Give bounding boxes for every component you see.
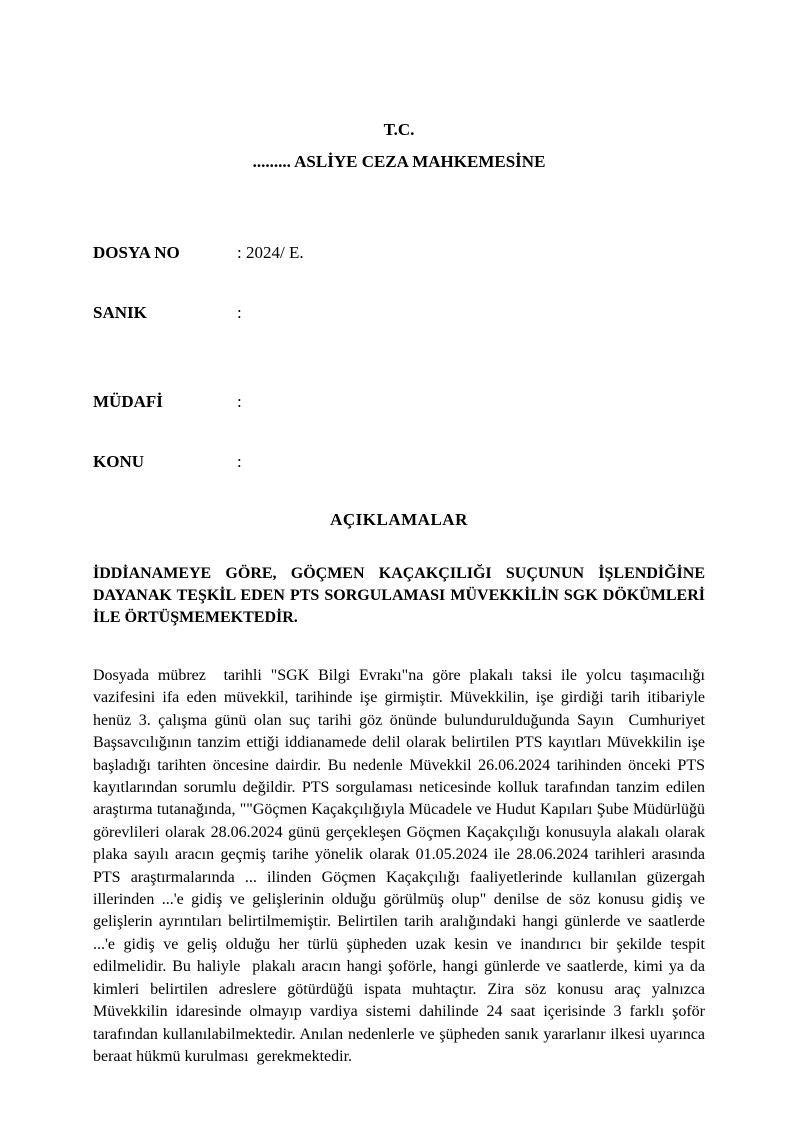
field-row-dosya-no <box>93 243 705 263</box>
republic-header: T.C. <box>383 120 415 139</box>
court-name: ......... ASLİYE CEZA MAHKEMESİNE <box>252 152 546 171</box>
body-paragraph: Dosyada mübrez tarihli "SGK Bilgi Evrakı"na göre plakalı taksi ile yolcu taşımacılığı vazifesini ifa eden müvekkil, tarihinde işe girmiştir. Müvekkilin, işe girdiği tarih itibariyle henüz 3. çalışma günü olan suç tarihi göz önünde bulundurulduğunda Sayın Cumhuriyet Başsavcılığının tanzim ettiği iddianamede delil olarak belirtilen PTS kayıtları Müvekkilin işe başladığı tarihten öncesine dairdir. Bu nedenle Müvekkil 26.06.2024 tarihinden önceki PTS kayıtlarından sorumlu değildir. PTS sorgulaması neticesinde kolluk tarafından tanzim edilen araştırma tutanağında, ""Göçmen Kaçakçılığıyla Mücadele ve Hudut Kapıları Şube Müdürlüğü görevlileri olarak 28.06.2024 günü gerçekleşen Göçmen Kaçakçılığı konusuyla alakalı olarak plaka sayılı aracın geçmiş tarihe yönelik olarak 01.05.2024 ile 28.06.2024 tarihleri arasında PTS araştırmalarında ... ilinden Göçmen Kaçakçılığı faaliyetlerinde kullanılan güzergah illerinden ...'e gidiş ve gelişlerinin olduğu görülmüş olup" denilse de söz konusu gidiş ve gelişlerin ayrıntıları belirtilmemiştir. Belirtilen tarih aralığındaki hangi günlerde ve saatlerde ...'e gidiş ve geliş olduğu her türlü şüpheden uzak kesin ve inandırıcı bir şekilde tespit edilmelidir. Bu haliyle plakalı aracın hangi şoförle, hangi günlerde ve saatlerde, kimi ya da kimleri belirtilen adreslere götürdüğü ispata muhtaçtır. Zira söz konusu araç yalnızca Müvekkilin idaresinde olmayıp vardiya sistemi dahilinde 24 saat içerisinde 3 farklı şoför tarafından kullanılabilmektedir. Anılan nedenlerle ve şüpheden sanık yararlanır ilkesi uyarınca beraat hükmü kurulması gerekmektedir. <box>93 667 713 1065</box>
field-label: SANIK <box>93 303 147 322</box>
field-value: : <box>237 392 242 411</box>
field-value: : 2024/ E. <box>237 243 304 262</box>
field-value: : <box>237 303 242 322</box>
document-header <box>93 120 705 172</box>
case-fields <box>93 243 705 472</box>
section-title: AÇIKLAMALAR <box>330 510 468 529</box>
field-label: KONU <box>93 452 144 471</box>
field-row-konu <box>93 452 705 472</box>
field-row-sanik <box>93 303 705 323</box>
field-row-mudafi <box>93 392 705 412</box>
field-label: MÜDAFİ <box>93 392 163 411</box>
field-label: DOSYA NO <box>93 243 180 262</box>
claim-heading: İDDİANAMEYE GÖRE, GÖÇMEN KAÇAKÇILIĞI SUÇUNUN İŞLENDİĞİNE DAYANAK TEŞKİL EDEN PTS SORGULAMASI MÜVEKKİLİN SGK DÖKÜMLERİ İLE ÖRTÜŞMEMEKTEDİR. <box>93 565 705 626</box>
field-value: : <box>237 452 242 471</box>
